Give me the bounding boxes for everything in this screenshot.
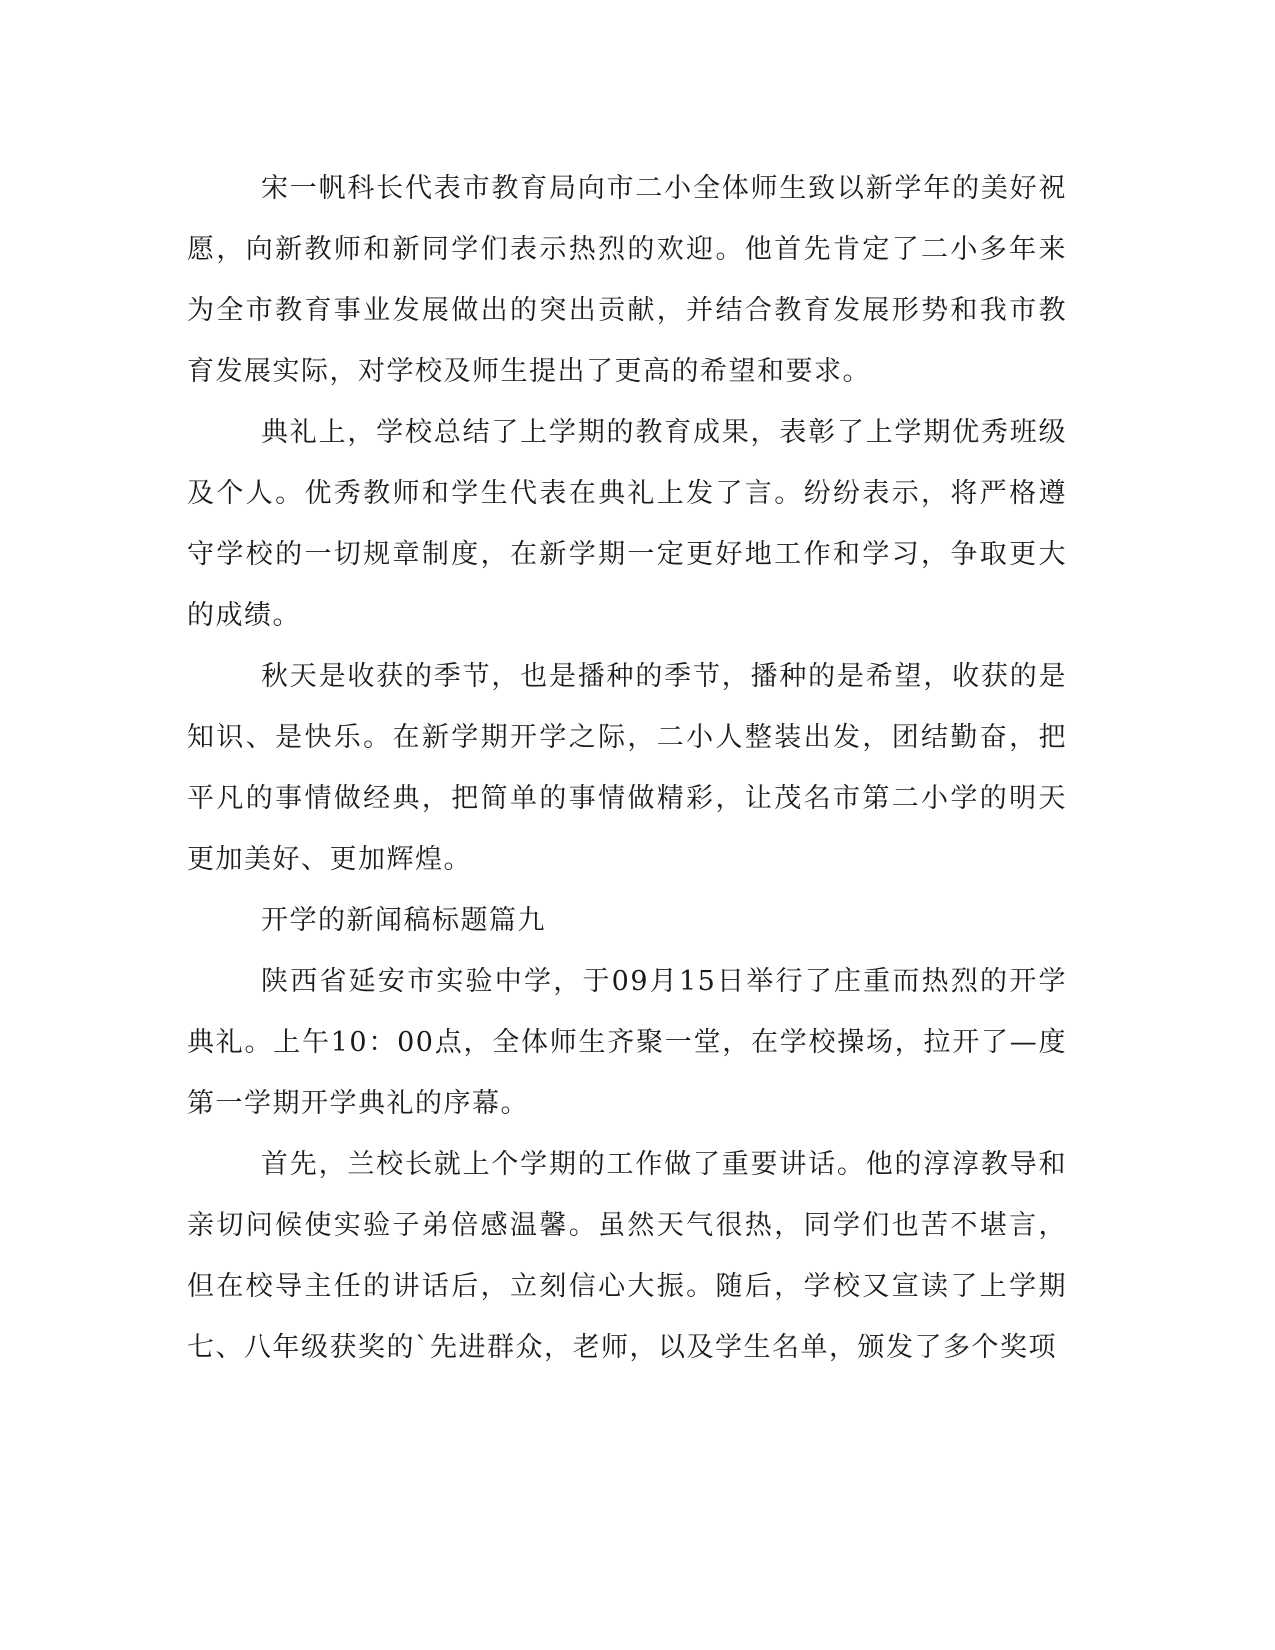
paragraph-yanan-school: 陕西省延安市实验中学，于09月15日举行了庄重而热烈的开学典礼。上午10：00点，全体师生齐聚一堂，在学校操场，拉开了—度第一学期开学典礼的序幕。	[187, 966, 1067, 1119]
paragraph-principal-speech: 首先，兰校长就上个学期的工作做了重要讲话。他的淳淳教导和亲切问候使实验子弟倍感温馨。虽然天气很热，同学们也苦不堪言，但在校导主任的讲话后，立刻信心大振。随后，学校又宣读了上学期七、八年级获奖的`先进群众，老师，以及学生名单，颁发了多个奖项	[187, 1149, 1067, 1363]
paragraph-speech: 宋一帆科长代表市教育局向市二小全体师生致以新学年的美好祝愿，向新教师和新同学们表示热烈的欢迎。他首先肯定了二小多年来为全市教育事业发展做出的突出贡献，并结合教育发展形势和我市教育发展实际，对学校及师生提出了更高的希望和要求。	[187, 173, 1067, 387]
paragraph-autumn: 秋天是收获的季节，也是播种的季节，播种的是希望，收获的是知识、是快乐。在新学期开学之际，二小人整装出发，团结勤奋，把平凡的事情做经典，把简单的事情做精彩，让茂名市第二小学的明天更加美好、更加辉煌。	[187, 661, 1067, 875]
document-body	[187, 158, 1067, 1378]
section-heading: 开学的新闻稿标题篇九	[261, 905, 546, 936]
paragraph-ceremony: 典礼上，学校总结了上学期的教育成果，表彰了上学期优秀班级及个人。优秀教师和学生代表在典礼上发了言。纷纷表示，将严格遵守学校的一切规章制度，在新学期一定更好地工作和学习，争取更大的成绩。	[187, 417, 1067, 631]
